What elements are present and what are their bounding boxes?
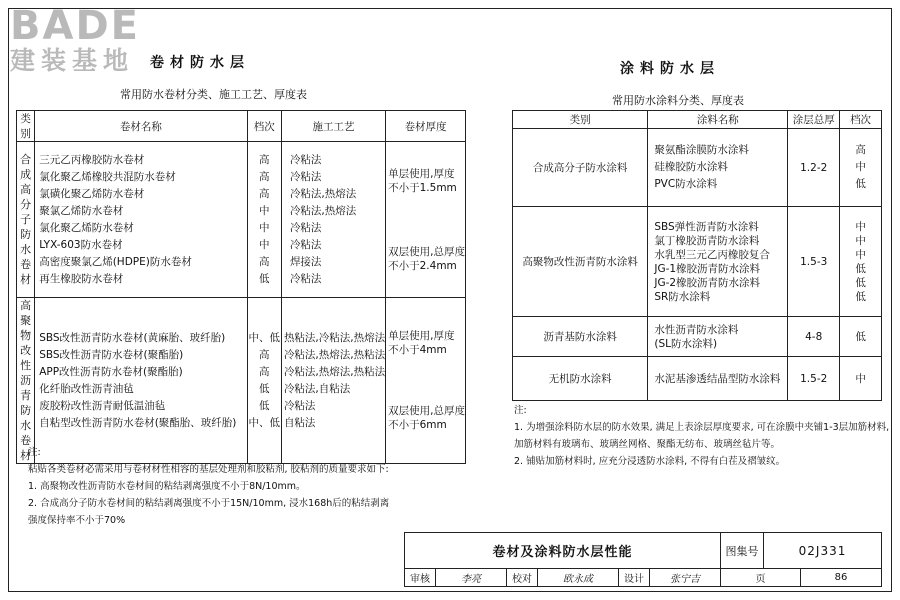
membrane-name: 氯磺化聚乙烯防水卷材: [39, 187, 145, 200]
category-cell: 沥青基防水涂料: [513, 317, 648, 357]
thickness-cell: [386, 298, 466, 464]
grade-value: 高: [855, 144, 866, 156]
coating-name: 水泥基渗透结晶型防水涂料: [654, 372, 781, 385]
header-name: 卷材名称: [35, 111, 247, 142]
grade-value: 高: [259, 187, 270, 200]
grade-value: 高: [259, 153, 270, 166]
grade-value: 中: [855, 234, 866, 247]
coating-name: 聚氨酯涂膜防水涂料: [654, 144, 749, 156]
grade-value: 高: [259, 255, 270, 268]
header-category: 类别: [513, 111, 648, 129]
grade-value: 中: [855, 372, 866, 385]
header-grade: 档次: [840, 111, 882, 129]
title-block: [404, 532, 882, 587]
membrane-name: LYX-603防水卷材: [39, 238, 123, 251]
grades-cell: [840, 357, 882, 401]
header-thickness: 卷材厚度: [386, 111, 466, 142]
method-value: 冷粘法: [289, 170, 322, 183]
grades-cell: [247, 142, 281, 298]
note-line: 1. 为增强涂料防水层的防水效果, 满足上表涂层厚度要求, 可在涂膜中夹铺1-3层加筋材料,: [514, 422, 890, 433]
coating-name: 氯丁橡胶沥青防水涂料: [654, 234, 760, 247]
membrane-name-list: [39, 330, 246, 432]
grade-value: 中: [259, 204, 270, 217]
method-value: 冷粘法: [289, 221, 322, 234]
category-cell: 无机防水涂料: [513, 357, 648, 401]
grade-value-list: [248, 152, 281, 288]
thickness-text-list: [388, 404, 465, 432]
grade-value: 中: [259, 221, 270, 234]
grade-value: 低: [259, 399, 270, 412]
note-line: 强度保持率不小于70%: [28, 515, 126, 526]
grade-value: 中、低: [248, 331, 281, 344]
left-section-title: 卷材防水层: [150, 55, 250, 71]
names-cell: [35, 298, 247, 464]
membrane-name: 氯化聚乙烯橡胶共混防水卷材: [39, 170, 176, 183]
thickness-text-list: [388, 329, 465, 357]
header-method: 施工工艺: [281, 111, 385, 142]
grade-value: 低: [259, 382, 270, 395]
thickness-text: 不小于2.4mm: [388, 259, 457, 272]
check-label: 校对: [507, 569, 538, 587]
method-value: 冷粘法: [289, 153, 322, 166]
header-category: 类别: [17, 111, 35, 142]
membrane-name: APP改性沥青防水卷材(聚酯胎): [39, 365, 183, 378]
page-number: 86: [801, 569, 882, 587]
left-table-subtitle: 常用防水卷材分类、施工工艺、厚度表: [120, 88, 307, 101]
header-name: 涂料名称: [648, 111, 788, 129]
design-label: 设计: [619, 569, 650, 587]
right-table-subtitle: 常用防水涂料分类、厚度表: [612, 94, 744, 107]
membrane-table: [16, 110, 466, 464]
grade-value-list: [840, 142, 881, 193]
coating-name-list: [654, 323, 787, 351]
note-lines: [28, 444, 389, 529]
note-line: 注:: [28, 447, 41, 458]
note-line: 2. 合成高分子防水卷材间的粘结剥离强度不小于15N/10mm, 浸水168h后的粘结剥离: [28, 498, 390, 509]
membrane-name-list: [39, 152, 246, 288]
grade-value: 低: [855, 178, 866, 190]
grade-value: 中: [855, 161, 866, 173]
coating-name: 水性沥青防水涂料: [654, 323, 739, 336]
grade-value: 低: [855, 276, 866, 289]
grade-value: 低: [855, 290, 866, 303]
page-label: 页: [721, 569, 801, 587]
membrane-name: SBS改性沥青防水卷材(聚酯胎): [39, 348, 184, 361]
method-value: 热粘法,冷粘法,热熔法: [283, 331, 386, 344]
method-value: 焊接法: [289, 255, 322, 268]
coating-name-list: [654, 142, 787, 193]
grade-value: 中: [855, 220, 866, 233]
coating-table: [512, 110, 882, 401]
names-cell: [648, 129, 788, 207]
thickness-text: 单层使用,厚度: [388, 330, 455, 342]
grade-value-list: [840, 372, 881, 386]
note-line: 2. 铺贴加筋材料时, 应充分浸透防水涂料, 不得有白茬及褶皱纹。: [514, 456, 786, 467]
grades-cell: [840, 129, 882, 207]
names-cell: [648, 207, 788, 317]
grade-value: 中: [855, 248, 866, 261]
coating-name: SR防水涂料: [654, 290, 711, 303]
membrane-name: 三元乙丙橡胶防水卷材: [39, 153, 145, 166]
category-cell: 合成高分子防水涂料: [513, 129, 648, 207]
coating-name: JG-1橡胶沥青防水涂料: [654, 262, 761, 275]
grade-value: 高: [259, 365, 270, 378]
note-lines: [514, 402, 889, 470]
category-cell: [17, 298, 35, 464]
grade-value: 中: [259, 238, 270, 251]
thickness-cell: 1.5-3: [788, 207, 840, 317]
thickness-text: 不小于1.5mm: [388, 181, 457, 194]
thickness-text: 不小于4mm: [388, 344, 447, 356]
grade-value: 低: [855, 330, 866, 343]
coating-name: 水乳型三元乙丙橡胶复合: [654, 248, 770, 261]
note-line: 粘贴各类卷材必需采用与卷材材性相容的基层处理剂和胶粘剂, 胶粘剂的质量要求如下:: [28, 464, 389, 475]
coating-name-list: [654, 220, 787, 304]
thickness-cell: 1.5-2: [788, 357, 840, 401]
coating-name: 硅橡胶防水涂料: [654, 161, 728, 173]
coating-name: SBS弹性沥青防水涂料: [654, 220, 759, 233]
category-label: 合 成 高 分 子 防 水 卷 材: [20, 153, 32, 286]
review-label: 审核: [405, 569, 436, 587]
method-value-list: [290, 152, 385, 288]
note-line: 加筋材料有玻璃布、玻璃丝网格、聚酯无纺布、玻璃丝毡片等。: [514, 439, 781, 450]
thickness-cell: 1.2-2: [788, 129, 840, 207]
category-cell: 高聚物改性沥青防水涂料: [513, 207, 648, 317]
reviewer-name: 李亮: [436, 569, 507, 587]
membrane-name: 废胶粉改性沥青耐低温油毡: [39, 399, 166, 412]
grades-cell: [840, 317, 882, 357]
thickness-text: 双层使用,总厚度: [388, 245, 465, 258]
coating-name-list: [654, 372, 787, 386]
grade-value-list: [840, 330, 881, 344]
method-value: 冷粘法,自粘法: [283, 382, 351, 395]
thickness-text-list: [388, 167, 465, 195]
drawing-title: 卷材及涂料防水层性能: [405, 533, 721, 569]
names-cell: [35, 142, 247, 298]
header-thickness: 涂层总厚: [788, 111, 840, 129]
note-line: 注:: [514, 405, 527, 416]
membrane-name: 聚氯乙烯防水卷材: [39, 204, 124, 217]
header-grade: 档次: [247, 111, 281, 142]
thickness-cell: [386, 142, 466, 298]
note-line: 1. 高聚物改性沥青防水卷材间的粘结剥离强度不小于8N/10mm。: [28, 481, 306, 492]
thickness-text: 单层使用,厚度: [388, 167, 455, 180]
logo-brand-cn: 建装基地: [10, 46, 135, 75]
membrane-name: 氯化聚乙烯防水卷材: [39, 221, 134, 234]
names-cell: [648, 317, 788, 357]
method-value: 冷粘法: [289, 272, 322, 285]
right-section-title: 涂料防水层: [620, 61, 720, 77]
coating-name: PVC防水涂料: [654, 178, 718, 190]
bade-logo: [10, 3, 195, 86]
membrane-name: SBS改性沥青防水卷材(黄麻胎、玻纤胎): [39, 331, 226, 344]
atlas-label: 图集号: [721, 533, 764, 569]
method-value: 冷粘法,热熔法: [289, 204, 357, 217]
membrane-name: 化纤胎改性沥青油毡: [39, 382, 134, 395]
category-cell: [17, 142, 35, 298]
method-value-list: [284, 330, 385, 432]
thickness-text: 双层使用,总厚度: [388, 405, 465, 417]
grade-value: 低: [855, 262, 866, 275]
method-value: 冷粘法,热熔法,热粘法: [283, 348, 386, 361]
atlas-number: 02J331: [764, 533, 882, 569]
thickness-text-list: [388, 245, 465, 273]
method-value: 自粘法: [283, 416, 316, 429]
method-value: 冷粘法,热熔法: [289, 187, 357, 200]
membrane-name: 自粘型改性沥青防水卷材(聚酯胎、玻纤胎): [39, 416, 237, 429]
grades-cell: [840, 207, 882, 317]
method-value: 冷粘法: [289, 238, 322, 251]
membrane-name: 高密度聚氯乙烯(HDPE)防水卷材: [39, 255, 192, 268]
methods-cell: [281, 298, 385, 464]
grade-value: 低: [259, 272, 270, 285]
method-value: 冷粘法,热熔法,热粘法: [283, 365, 386, 378]
designer-name: 张宁吉: [650, 569, 721, 587]
right-notes: [514, 402, 889, 470]
names-cell: [648, 357, 788, 401]
grade-value: 高: [259, 170, 270, 183]
grade-value: 高: [259, 348, 270, 361]
coating-name: JG-2橡胶沥青防水涂料: [654, 276, 761, 289]
category-label: 高 聚 物 改 性 沥 青 防 水 卷 材: [20, 299, 32, 462]
coating-name: (SL防水涂料): [654, 337, 718, 350]
grade-value-list: [840, 220, 881, 304]
membrane-name: 再生橡胶防水卷材: [39, 272, 124, 285]
left-notes: [28, 444, 389, 529]
grade-value: 中、低: [248, 416, 281, 429]
grade-value-list: [248, 330, 281, 432]
checker-name: 欧永成: [538, 569, 619, 587]
grades-cell: [247, 298, 281, 464]
thickness-text: 不小于6mm: [388, 419, 447, 431]
thickness-cell: 4-8: [788, 317, 840, 357]
methods-cell: [281, 142, 385, 298]
logo-brand: BADE: [10, 3, 140, 49]
method-value: 冷粘法: [283, 399, 316, 412]
